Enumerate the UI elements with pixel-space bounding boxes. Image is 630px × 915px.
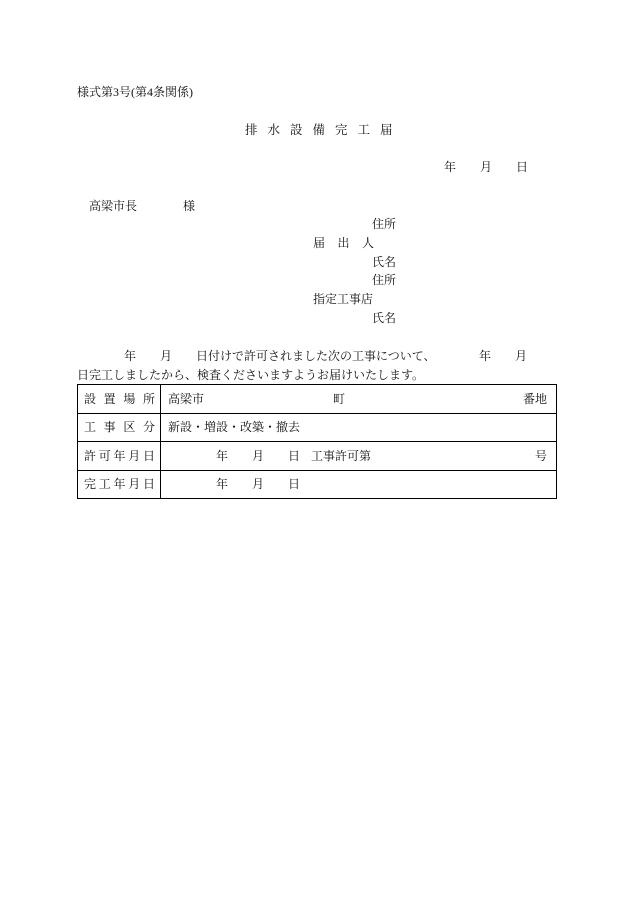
location-label [84,385,155,413]
form-number: 様式第3号(第4条関係) [77,85,193,99]
label-char: 年 [113,477,126,492]
completion-year-label: 年 [216,477,229,492]
label-char: 月 [128,477,141,492]
location-city: 高梁市 [168,391,205,406]
location-label-cell [78,385,161,414]
completion-day-label: 日 [288,477,301,492]
label-char: 完 [84,477,97,492]
body-permit-month-label: 月 [160,349,173,363]
work-type-label-cell [78,413,161,442]
table-row-permit-date [78,442,557,471]
work-type-options: 新設・増設・改築・撤去 [168,420,301,435]
body-completion-year-label: 年 [479,349,492,363]
addressee-honorific: 様 [183,199,196,213]
applicant-name-label: 氏名 [372,255,397,269]
work-type-label [84,414,155,442]
work-type-value-cell [161,413,557,442]
completion-date-label-cell [78,470,161,499]
contractor-label: 指定工事店 [313,292,374,306]
label-char: 分 [142,420,155,435]
permit-date-value-cell [161,442,557,471]
permit-number-prefix: 工事許可第 [311,448,372,463]
label-char: 日 [142,477,155,492]
body-line1-text: 日付けで許可されました次の工事について、 [196,349,436,363]
label-char: 場 [123,391,136,406]
addressee-name: 高梁市長 [89,199,138,213]
body-line2-text: 日完工しましたから、検査くださいますようお届けいたします。 [77,368,425,382]
permit-date-label [84,442,155,470]
label-char: 許 [84,448,97,463]
document-title: 排水設備完工届 [245,123,403,137]
completion-date-value-cell [161,470,557,499]
location-town-label: 町 [333,391,346,406]
permit-day-label: 日 [288,448,301,463]
permit-date-label-cell [78,442,161,471]
permit-year-label: 年 [216,448,229,463]
applicant-address-label: 住所 [372,217,397,231]
contractor-name-label: 氏名 [372,311,397,325]
date-year-label: 年 [444,160,457,174]
permit-month-label: 月 [252,448,265,463]
details-table [77,384,557,499]
date-month-label: 月 [480,160,493,174]
label-char: 設 [84,391,97,406]
table-row-completion-date [78,470,557,499]
label-char: 可 [98,448,111,463]
table-row-work-type [78,413,557,442]
label-char: 工 [84,420,97,435]
label-char: 所 [142,391,155,406]
label-char: 工 [98,477,111,492]
permit-number-suffix: 号 [534,448,547,463]
contractor-address-label: 住所 [372,273,397,287]
location-lot-label: 番地 [522,391,547,406]
completion-month-label: 月 [252,477,265,492]
label-char: 日 [142,448,155,463]
label-char: 置 [103,391,116,406]
completion-date-label [84,471,155,499]
body-completion-month-label: 月 [515,349,528,363]
label-char: 事 [103,420,116,435]
body-permit-year-label: 年 [124,349,137,363]
applicant-label: 届出人 [313,236,387,250]
location-value-cell [161,385,557,414]
label-char: 年 [113,448,126,463]
date-day-label: 日 [516,160,529,174]
label-char: 区 [123,420,136,435]
label-char: 月 [128,448,141,463]
table-row-location [78,385,557,414]
